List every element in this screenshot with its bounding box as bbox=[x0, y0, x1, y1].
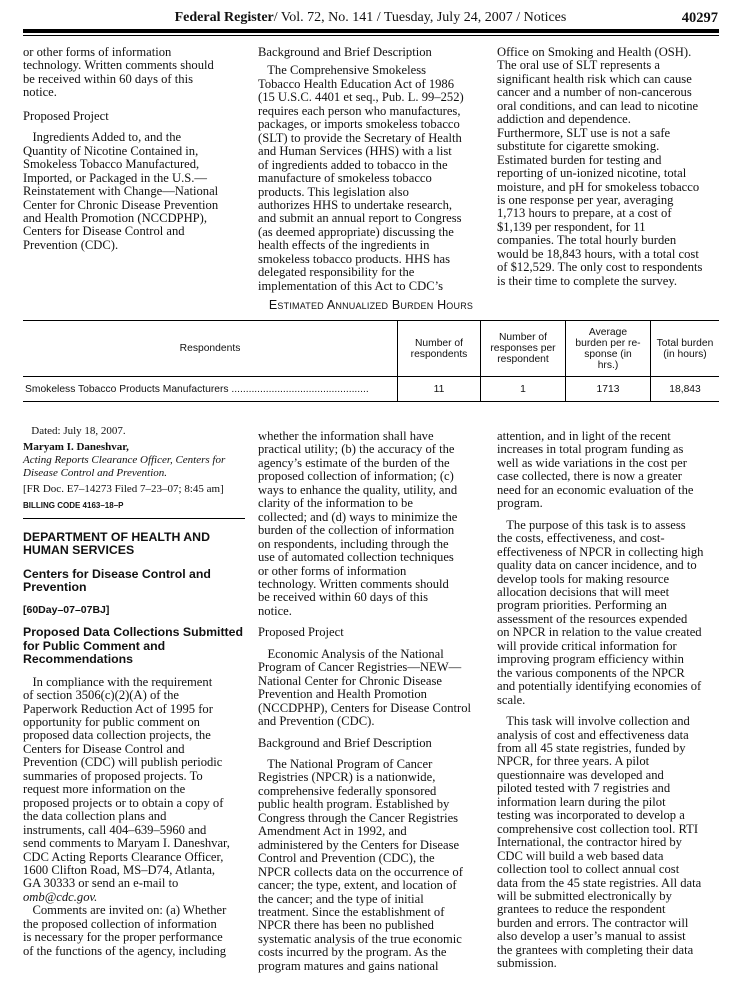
paragraph: This task will involve collection and analysis of cost and effectiveness data from all 45 state registries, funded by NPCR, for three years. A pilot questionnaire was developed and piloted tested with 7 registries and information learn during the pilot testing was incorporated to develop a comprehensive cost collection tool. RTI International, the contractor hired by CDC will build a web based data collection tool to collect annual cost data from the 45 state registries. All data will be submitted electronically by grantees to reduce the respondent burden and errors. The contractor will also develop a user’s manual to assist the grantees with completing their data submission. bbox=[497, 714, 702, 971]
column-header: Respondents bbox=[23, 321, 398, 377]
column-header: Average burden per re- sponse (in hrs.) bbox=[566, 321, 651, 377]
paragraph: In compliance with the requirement of section 3506(c)(2)(A) of the Paperwork Reduction Act of 1995 for opportunity for public comment on proposed data collection projects, the Centers for Disease Control and Prevention (CDC) will publish periodic summaries of proposed projects. To request more information on the proposed projects or to obtain a copy of the data collection plans and instruments, call 404–639–5960 and send comments to Maryam I. Daneshvar, CDC Acting Reports Clearance Officer, 1600 Clifton Road, MS–D74, Atlanta, GA 30333 or send an e-mail to bbox=[23, 674, 230, 891]
top-left-column bbox=[23, 46, 218, 252]
billing-code: BILLING CODE 4163–18–P bbox=[23, 501, 124, 510]
table-cell: Smokeless Tobacco Products Manufacturers ................................................ bbox=[23, 377, 398, 402]
burden-table bbox=[23, 320, 719, 402]
signer-name: Maryam I. Daneshvar, bbox=[23, 441, 129, 453]
column-header: Total burden (in hours) bbox=[651, 321, 720, 377]
subagency-heading: Centers for Disease Control and Prevention bbox=[23, 566, 211, 595]
table-cell: 1 bbox=[481, 377, 566, 402]
header-rule bbox=[23, 29, 719, 33]
agency-heading: DEPARTMENT OF HEALTH AND HUMAN SERVICES bbox=[23, 530, 210, 558]
table-header-row bbox=[23, 321, 719, 377]
bottom-left-column-notice bbox=[23, 531, 243, 958]
table-cell: 1713 bbox=[566, 377, 651, 402]
header-rule-thin bbox=[23, 35, 719, 36]
contact-email[interactable]: omb@cdc.gov. bbox=[23, 889, 98, 904]
paragraph: The National Program of Cancer Registries (NPCR) is a nationwide, comprehensive federally sponsored public health program. Established by Congress through the Cancer Registries Amendment Act in 1992, and administered by the Centers for Disease Control and Prevention (CDC), the NPCR collects data on the occurrence of cancer; the type, extent, and location of the cancer; and the type of initial treatment. Since the establishment of NPCR there has been no published systematic analysis of the true economic costs incurred by the program. As the program matures and gains national bbox=[258, 756, 463, 973]
top-middle-column bbox=[258, 46, 464, 293]
bottom-left-column bbox=[23, 425, 225, 512]
fr-doc-line: [FR Doc. E7–14273 Filed 7–23–07; 8:45 am] bbox=[23, 483, 224, 495]
paragraph: Office on Smoking and Health (OSH). The oral use of SLT represents a significant health risk which can cause cancer and a number of non-cancerous oral conditions, and can lead to nicotine addiction and dependence. Furthermore, SLT use is not a safe substitute for cigarette smoking. Estimated burden for testing and reporting of un-ionized nicotine, total moisture, and pH for smokeless tobacco is one response per year, averaging 1,713 hours to prepare, at a cost of $1,139 per respondent, for 11 companies. The total hourly burden would be 18,843 hours, with a total cost of $12,529. The only cost to respondents is their time to complete the survey. bbox=[497, 45, 703, 288]
column-header: Number of respondents bbox=[398, 321, 481, 377]
table-cell: 11 bbox=[398, 377, 481, 402]
bottom-right-column bbox=[497, 430, 703, 971]
table-title: Estimated Annualized Burden Hours bbox=[268, 298, 474, 312]
section-heading: Proposed Project bbox=[23, 108, 109, 123]
paragraph: The Comprehensive Smokeless Tobacco Health Education Act of 1986 (15 U.S.C. 4401 et seq., Pub. L. 99–252) requires each person who manufactures, packages, or imports smokeless tobacco (SLT) to provide the Secretary of Health and Human Services (HHS) with a list of ingredients added to tobacco in the manufacture of smokeless tobacco products. This legislation also authorizes HHS to undertake research, and submit an annual report to Congress (as deemed appropriate) discussing the health effects of the ingredients in smokeless tobacco products. HHS has delegated responsibility for the implementation of this Act to CDC’s bbox=[258, 63, 464, 293]
top-right-column bbox=[497, 46, 702, 288]
signer-title: Acting Reports Clearance Officer, Centers for Disease Control and Prevention. bbox=[23, 454, 226, 479]
publication-name: Federal Register bbox=[174, 10, 274, 25]
table-row bbox=[23, 377, 719, 402]
column-header: Number of responses per respondent bbox=[481, 321, 566, 377]
docket-number: [60Day–07–07BJ] bbox=[23, 603, 110, 616]
table-cell: 18,843 bbox=[651, 377, 720, 402]
paragraph: whether the information shall have practical utility; (b) the accuracy of the agency’s estimate of the burden of the proposed collection of information; (c) ways to enhance the quality, utility, and clarity of the information to be collected; and (d) ways to minimize the burden of the collection of information on respondents, including through the use of automated collection techniques or other forms of information technology. Written comments should be received within 60 days of this notice. bbox=[258, 429, 458, 618]
section-heading: Background and Brief Description bbox=[258, 45, 432, 59]
paragraph: attention, and in light of the recent increases in total program funding as well as wide variations in the cost per case collected, there is now a greater need for an economic evaluation of the program. bbox=[497, 429, 694, 511]
issue-info: / Vol. 72, No. 141 / Tuesday, July 24, 2007 / Notices bbox=[273, 10, 567, 25]
section-heading: Background and Brief Description bbox=[258, 735, 432, 750]
paragraph: Ingredients Added to, and the Quantity of Nicotine Contained in, Smokeless Tobacco Manufactured, Imported, or Packaged in the U.S.— Reinstatement with Change—National Center for Chronic Disease Prevention and Health Promotion (NCCDPHP), Centers for Disease Control and Prevention (CDC). bbox=[23, 130, 219, 252]
paragraph: The purpose of this task is to assess the costs, effectiveness, and cost- effectiveness of NPCR in collecting high quality data on cancer incidence, and to develop tools for making resource allocation decisions that will meet program priorities. Performing an assessment of the resources expended on NPCR in relation to the value created will provide critical information for improving program efficiency within the various components of the NPCR and potentially identifying economies of scale. bbox=[497, 517, 704, 707]
section-heading: Proposed Project bbox=[258, 625, 344, 640]
page-number: 40297 bbox=[681, 10, 718, 26]
section-divider bbox=[23, 518, 245, 519]
notice-subject: Proposed Data Collections Submitted for Public Comment and Recommendations bbox=[23, 625, 244, 667]
dated-line: Dated: July 18, 2007. bbox=[23, 425, 126, 437]
paragraph: Economic Analysis of the National Program of Cancer Registries—NEW— National Center for Chronic Disease Prevention and Health Promotion (NCCDPHP), Centers for Disease Control and Prevention (CDC). bbox=[258, 646, 472, 729]
paragraph: Comments are invited on: (a) Whether the proposed collection of information is necessary for the proper performance of the functions of the agency, including bbox=[23, 903, 227, 958]
bottom-middle-column bbox=[258, 430, 471, 973]
paragraph: or other forms of information technology. Written comments should be received within 60 days of this notice. bbox=[23, 45, 214, 100]
page-header bbox=[23, 8, 718, 28]
